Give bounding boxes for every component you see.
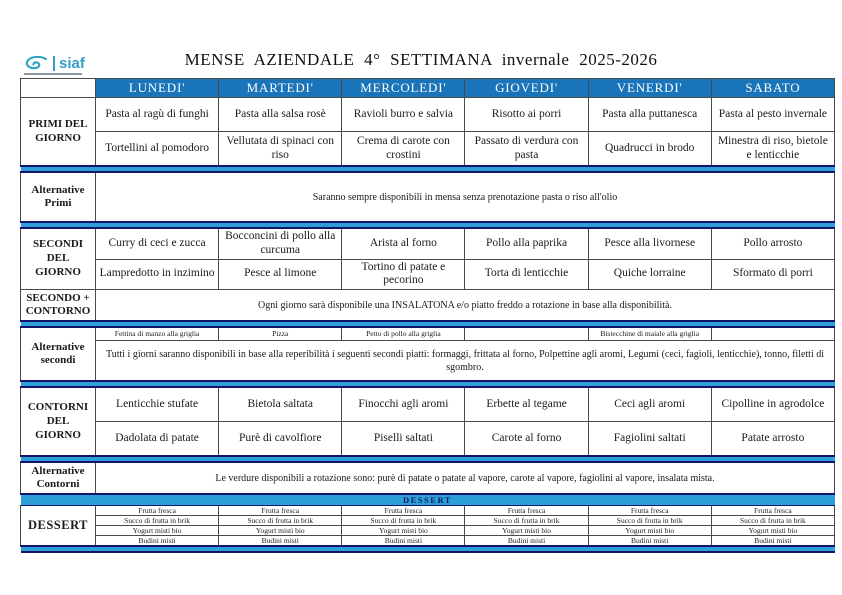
day-header-mercoledi: MERCOLEDI': [342, 79, 465, 98]
primi-row-1: [21, 98, 835, 132]
menu-cell: Budini misti: [465, 536, 588, 547]
menu-cell: Finocchi agli aromi: [342, 387, 465, 422]
menu-cell: Pasta al ragù di funghi: [96, 98, 219, 132]
menu-cell: Succo di frutta in brik: [342, 516, 465, 526]
menu-cell: Quadrucci in brodo: [588, 132, 711, 167]
menu-cell: Succo di frutta in brik: [711, 516, 834, 526]
section-label-primi: PRIMI DEL GIORNO: [21, 98, 96, 167]
menu-cell: Yogurt misti bio: [219, 526, 342, 536]
logo-brand-text: siaf: [53, 56, 85, 71]
menu-cell: Budini misti: [342, 536, 465, 547]
menu-cell: Pasta alla salsa rosè: [219, 98, 342, 132]
menu-cell: Patate arrosto: [711, 422, 834, 457]
menu-cell: Bietola saltata: [219, 387, 342, 422]
dessert-row-1: [21, 506, 835, 516]
menu-cell: Bistecchine di maiale alla griglia: [588, 327, 711, 341]
menu-cell: Frutta fresca: [342, 506, 465, 516]
menu-cell: Tortellini al pomodoro: [96, 132, 219, 167]
dessert-row-3: [21, 526, 835, 536]
menu-cell: Succo di frutta in brik: [96, 516, 219, 526]
menu-cell: Frutta fresca: [96, 506, 219, 516]
menu-cell: Succo di frutta in brik: [219, 516, 342, 526]
menu-cell: Bocconcini di pollo alla curcuma: [219, 228, 342, 259]
menu-cell: Ravioli burro e salvia: [342, 98, 465, 132]
alternative-contorni-row: [21, 462, 835, 494]
menu-cell: Tortino di patate e pecorino: [342, 259, 465, 290]
menu-cell: Pesce al limone: [219, 259, 342, 290]
menu-cell: Piselli saltati: [342, 422, 465, 457]
menu-cell: Vellutata di spinaci con riso: [219, 132, 342, 167]
section-label-alternative-secondi: Alternative secondi: [21, 327, 96, 381]
dessert-row-2: [21, 516, 835, 526]
weekly-menu-table: [20, 78, 835, 553]
menu-cell: Sformato di porri: [711, 259, 834, 290]
alternative-primi-row: [21, 172, 835, 222]
menu-cell: Fettina di manzo alla griglia: [96, 327, 219, 341]
menu-cell: Fagiolini saltati: [588, 422, 711, 457]
menu-cell: Pollo alla paprika: [465, 228, 588, 259]
day-header-sabato: SABATO: [711, 79, 834, 98]
menu-cell: Yogurt misti bio: [588, 526, 711, 536]
menu-cell: Curry di ceci e zucca: [96, 228, 219, 259]
menu-cell: Risotto ai porri: [465, 98, 588, 132]
logo-tagline-rule: [24, 73, 82, 75]
menu-cell: Pasta al pesto invernale: [711, 98, 834, 132]
alternative-contorni-note: Le verdure disponibili a rotazione sono: purè di patate o patate al vapore, carote al vapore, fagiolini al vapore, insalata mista.: [96, 462, 835, 494]
section-label-alternative-contorni: Alternative Contorni: [21, 462, 96, 494]
menu-cell: Pasta alla puttanesca: [588, 98, 711, 132]
dessert-band-row: [21, 494, 835, 506]
menu-cell: Carote al forno: [465, 422, 588, 457]
dessert-row-4: [21, 536, 835, 547]
secondi-row-2: [21, 259, 835, 290]
menu-cell: Minestra di riso, bietole e lenticchie: [711, 132, 834, 167]
menu-cell: Erbette al tegame: [465, 387, 588, 422]
menu-cell: Crema di carote con crostini: [342, 132, 465, 167]
menu-cell: Budini misti: [711, 536, 834, 547]
contorni-row-1: [21, 387, 835, 422]
section-label-secondi: SECONDI DEL GIORNO: [21, 228, 96, 290]
menu-cell: Arista al forno: [342, 228, 465, 259]
menu-cell: Yogurt misti bio: [342, 526, 465, 536]
day-header-martedi: MARTEDI': [219, 79, 342, 98]
section-label-contorni: CONTORNI DEL GIORNO: [21, 387, 96, 456]
section-label-alternative-primi: Alternative Primi: [21, 172, 96, 222]
menu-cell: Lampredotto in inzimino: [96, 259, 219, 290]
menu-cell: Yogurt misti bio: [465, 526, 588, 536]
secondo-contorno-note: Ogni giorno sarà disponibile una INSALATONA e/o piatto freddo a rotazione in base alla disponibilità.: [96, 290, 835, 322]
menu-cell: Pesce alla livornese: [588, 228, 711, 259]
page-title: MENSE AZIENDALE 4° SETTIMANA invernale 2025-2026: [184, 50, 658, 69]
menu-cell: Budini misti: [96, 536, 219, 547]
secondi-row-1: [21, 228, 835, 259]
menu-cell: Lenticchie stufate: [96, 387, 219, 422]
menu-cell: Yogurt misti bio: [96, 526, 219, 536]
day-header-row: [21, 79, 835, 98]
menu-cell: Ceci agli aromi: [588, 387, 711, 422]
menu-cell: Frutta fresca: [588, 506, 711, 516]
menu-cell: Petto di pollo alla griglia: [342, 327, 465, 341]
menu-cell: Budini misti: [588, 536, 711, 547]
day-header-giovedi: GIOVEDI': [465, 79, 588, 98]
corner-cell: [21, 79, 96, 98]
contorni-row-2: [21, 422, 835, 457]
menu-cell: Budini misti: [219, 536, 342, 547]
menu-cell: Pollo arrosto: [711, 228, 834, 259]
menu-cell: [711, 327, 834, 341]
menu-cell: Succo di frutta in brik: [465, 516, 588, 526]
dessert-band-label: DESSERT: [21, 494, 835, 506]
menu-cell: Quiche lorraine: [588, 259, 711, 290]
menu-cell: Frutta fresca: [711, 506, 834, 516]
menu-cell: [465, 327, 588, 341]
menu-cell: Passato di verdura con pasta: [465, 132, 588, 167]
menu-cell: Frutta fresca: [219, 506, 342, 516]
alternative-secondi-grill-row: [21, 327, 835, 341]
secondo-contorno-row: [21, 290, 835, 322]
day-header-lunedi: LUNEDI': [96, 79, 219, 98]
menu-cell: Dadolata di patate: [96, 422, 219, 457]
menu-cell: Succo di frutta in brik: [588, 516, 711, 526]
menu-cell: Yogurt misti bio: [711, 526, 834, 536]
alternative-secondi-note-row: [21, 341, 835, 382]
section-label-secondo-contorno: SECONDO + CONTORNO: [21, 290, 96, 322]
menu-cell: Cipolline in agrodolce: [711, 387, 834, 422]
section-label-dessert: DESSERT: [21, 506, 96, 547]
primi-row-2: [21, 132, 835, 167]
menu-cell: Purè di cavolfiore: [219, 422, 342, 457]
day-header-venerdi: VENERDI': [588, 79, 711, 98]
bottom-band: [21, 546, 835, 552]
alternative-secondi-note: Tutti i giorni saranno disponibili in base alla reperibilità i seguenti secondi piatti: formaggi, frittata al forno, Polpettine agli aromi, Legumi (ceci, fagioli, lenticchie), tonno, filetti di sgombro.: [96, 341, 835, 382]
menu-cell: Pizza: [219, 327, 342, 341]
alternative-primi-note: Saranno sempre disponibili in mensa senza prenotazione pasta o riso all'olio: [96, 172, 835, 222]
menu-cell: Frutta fresca: [465, 506, 588, 516]
menu-cell: Torta di lenticchie: [465, 259, 588, 290]
